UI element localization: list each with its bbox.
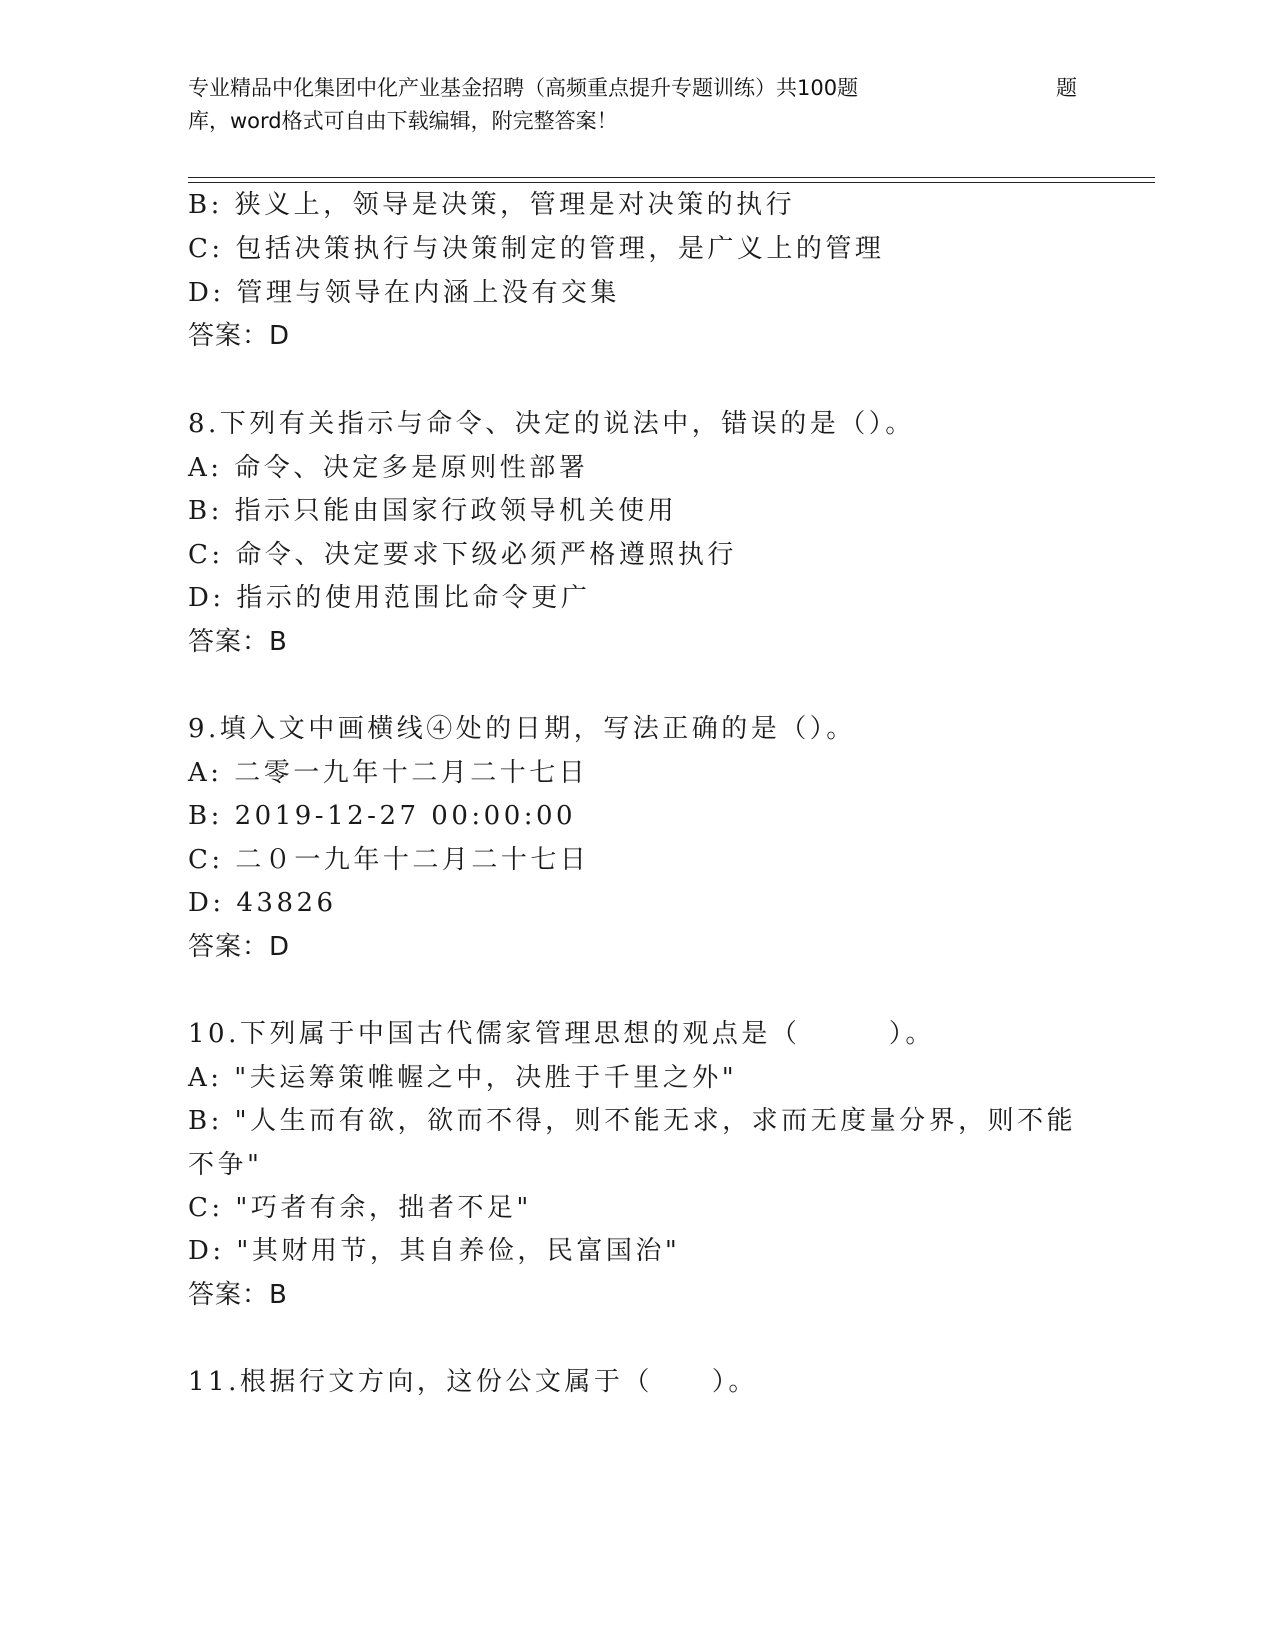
- q8-option-d: D: 指示的使用范围比命令更广: [188, 583, 591, 613]
- q7-option-b: B: 狭义上，领导是决策，管理是对决策的执行: [188, 190, 796, 220]
- header-divider-top: [188, 177, 1155, 178]
- q11-question: 11.根据行文方向，这份公文属于（ ）。: [188, 1367, 758, 1397]
- q8-option-c: C: 命令、决定要求下级必须严格遵照执行: [188, 540, 737, 570]
- q10-option-a: A: "夫运筹策帷幄之中，决胜于千里之外": [188, 1063, 738, 1093]
- q9-question: 9.填入文中画横线④处的日期，写法正确的是（）。: [188, 714, 856, 744]
- document-header: [188, 72, 1088, 138]
- q10-question: 10.下列属于中国古代儒家管理思想的观点是（ ）。: [188, 1019, 935, 1049]
- q7-answer: 答案：D: [188, 321, 291, 351]
- q8-question: 8.下列有关指示与命令、决定的说法中，错误的是（）。: [188, 409, 915, 439]
- q7-option-c: C: 包括决策执行与决策制定的管理，是广义上的管理: [188, 234, 885, 264]
- q9-answer: 答案：D: [188, 932, 291, 962]
- q8-option-a: A: 命令、决定多是原则性部署: [188, 453, 589, 483]
- q10-option-d: D: "其财用节，其自养俭，民富国治": [188, 1236, 681, 1266]
- q10-answer: 答案：B: [188, 1280, 288, 1310]
- q10-option-b-line2: 不争": [188, 1150, 263, 1180]
- header-title-line1: [188, 72, 1088, 105]
- q10-option-b-line1: B: "人生而有欲，欲而不得，则不能无求，求而无度量分界，则不能: [188, 1106, 1077, 1136]
- q8-option-b: B: 指示只能由国家行政领导机关使用: [188, 496, 678, 526]
- header-divider-bottom: [188, 182, 1155, 183]
- q9-option-a: A: 二零一九年十二月二十七日: [188, 758, 589, 788]
- header-title-text: 专业精品中化集团中化产业基金招聘（高频重点提升专题训练）共100题: [188, 76, 859, 100]
- header-title-line2: 库，word格式可自由下载编辑，附完整答案！: [188, 109, 618, 133]
- header-title-tail: 题: [1056, 76, 1077, 100]
- q9-option-c: C: 二０一九年十二月二十七日: [188, 845, 590, 875]
- q7-option-d: D: 管理与领导在内涵上没有交集: [188, 278, 620, 308]
- q9-option-b: B: 2019-12-27 00:00:00: [188, 801, 577, 831]
- q8-answer: 答案：B: [188, 627, 288, 657]
- q9-option-d: D: 43826: [188, 888, 337, 918]
- q10-option-c: C: "巧者有余，拙者不足": [188, 1193, 532, 1223]
